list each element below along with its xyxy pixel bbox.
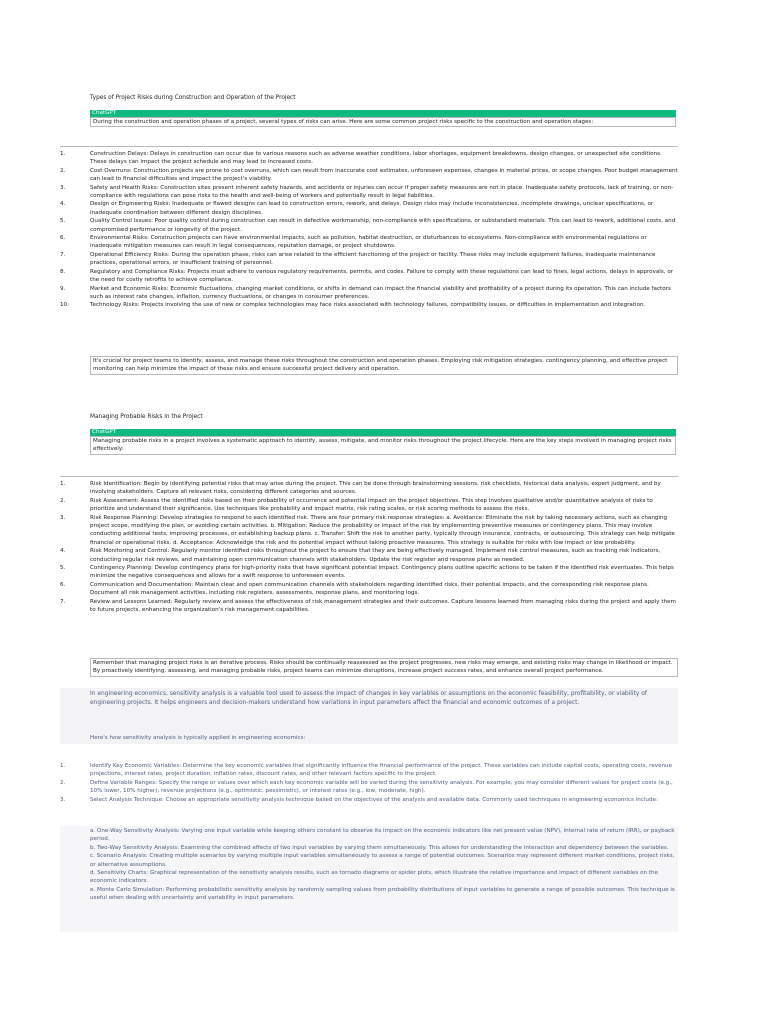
list-item <box>60 480 678 497</box>
list-item-number: 1. <box>60 763 66 769</box>
sensitivity-intro: In engineering economics, sensitivity analysis is a valuable tool used to assess the impact of changes in key variables or assumptions on the economic feasibility, profitability, or viability of engineering projects. It helps engineers and decision-makers understand how variations in input parameters affect the financial and economic outcomes of a project. <box>90 691 647 706</box>
list-item-text: Cost Overruns: Construction projects are prone to cost overruns, which can result from inaccurate cost estimates, unforeseen expenses, changes in material prices, or scope changes. Poor budget management can lead to financial difficulties and impact the project's viability. <box>90 167 678 183</box>
list-item <box>60 547 678 564</box>
technique-item: d. Sensitivity Charts: Graphical representation of the sensitivity analysis results, such as tornado diagrams or spider plots, which illustrate the relative importance and impact of different variables on the economic indicators. <box>90 870 658 885</box>
chatgpt-label: ChatGPT <box>90 110 676 117</box>
risk-types-list <box>60 146 678 310</box>
list-item <box>60 200 678 217</box>
section-1-conclusion: It's crucial for project teams to identify, assess, and manage these risks throughout the construction and operation phases. Employing risk mitigation strategies, contingency planning, and effective project monitoring can help minimize the impact of these risks and ensure successful project delivery and operation. <box>90 356 678 375</box>
technique-item: e. Monte Carlo Simulation: Performing probabilistic sensitivity analysis by randomly sampling values from probability distributions of input variables to generate a range of possible outcomes. This technique is useful when dealing with uncertainty and variability in input parameters. <box>90 886 675 902</box>
list-item-text: Operational Efficiency Risks: During the operation phase, risks can arise related to the efficient functioning of the project or facility. These risks may include equipment failures, inadequate maintenance practices, operational errors, or insufficient training of personnel. <box>90 251 656 267</box>
list-item-number: 6. <box>60 235 66 242</box>
risk-steps-list <box>60 476 678 615</box>
intro-text: Managing probable risks in a project involves a systematic approach to identify, assess, mitigate, and monitor risks throughout the project lifecycle. Here are the key steps involved in managing project risks effectively: <box>90 436 676 455</box>
list-item-number: 6. <box>60 581 66 588</box>
list-item <box>60 234 678 251</box>
list-item-text: Risk Assessment: Assess the identified risks based on their probability of occurrence and potential impact on the project objectives. This step involves qualitative and/or quantitative analysis of risks to prioritize and understand their significance. Use techniques like probability and impact matrix, risk rating scales, or risk scoring methods to assess the risks. <box>90 497 653 513</box>
list-item-text: Select Analysis Technique: Choose an appropriate sensitivity analysis technique based on the objectives of the analysis and available data. Commonly used techniques in engineering economics include: <box>90 796 658 803</box>
list-item-number: 5. <box>60 218 66 225</box>
list-item-text: Regulatory and Compliance Risks: Projects must adhere to various regulatory requirements, permits, and codes. Failure to comply with these regulations can lead to fines, legal actions, delays in approvals, or the need for costly retrofits to achieve compliance. <box>90 268 674 284</box>
list-item-number: 8. <box>60 268 66 275</box>
list-item-number: 2. <box>60 497 66 504</box>
list-item-text: Contingency Planning: Develop contingency plans for high-priority risks that have significant potential impact. Contingency plans outline specific actions to be taken if the identified risk eventuates. This helps minimize the negative consequences and allows for a swift response to unforeseen events. <box>90 565 674 580</box>
list-item <box>60 581 678 598</box>
list-item-text: Risk Monitoring and Control: Regularly monitor identified risks throughout the project to ensure that they are being effectively managed. Implement risk control measures, such as tracking risk indicators, conducting regular risk reviews, and maintaining open communication channels with stakeholders. Update the risk register and response plans as needed. <box>90 548 661 563</box>
list-item-number: 2. <box>60 779 66 786</box>
list-item <box>60 251 678 268</box>
list-item-number: 4. <box>60 548 66 555</box>
section-2-conclusion: Remember that managing project risks is an iterative process. Risks should be continually reassessed as the project progresses, new risks may emerge, and existing risks may change in likelihood or impact. By proactively identifying, assessing, and managing probable risks, project teams can minimize disruptions, increase project success rates, and enhance overall project performance. <box>90 658 678 677</box>
list-item <box>60 796 678 804</box>
list-item-text: Communication and Documentation: Maintain clear and open communication channels with stakeholders regarding identified risks, their potential impacts, and the corresponding risk response plans. Document all risk management activities, including risk registers, assessments, response plans, and monitoring logs. <box>90 581 649 597</box>
list-item <box>60 301 678 309</box>
list-item <box>60 150 678 167</box>
sensitivity-steps-list <box>60 760 678 804</box>
list-item <box>60 779 678 796</box>
sensitivity-intro-panel <box>60 688 678 744</box>
list-item-number: 5. <box>60 565 66 572</box>
technique-item: b. Two-Way Sensitivity Analysis: Examining the combined effects of two input variables by varying them simultaneously. This allows for understanding the interaction and dependency between the variables. <box>90 844 669 851</box>
list-item-text: Design or Engineering Risks: Inadequate or flawed designs can lead to construction errors, rework, and delays. Design risks may include inconsistencies, incomplete drawings, unclear specifications, or inadequate coordination between different design disciplines. <box>90 201 654 216</box>
list-item-text: Risk Response Planning: Develop strategies to respond to each identified risk. There are four primary risk response strategies: a. Avoidance: Eliminate the risk by taking necessary actions, such as changing project scope, modifying the plan, or avoiding certain activities. b. Mitigation: Reduce the probability or impact of the risk by implementing preventive measures or contingency plans. This may involve conducting additional tests, improving processes, or establishing backup plans. c. Transfer: Shift the risk to another party, typically through insurance, contracts, or outsourcing. This strategy can help mitigate financial or operational risks. d. Acceptance: Acknowledge the risk and its potential impact without taking proactive measures. This strategy is suitable for risks with low impact or low probability. <box>90 514 675 546</box>
list-item-number: 3. <box>60 514 66 521</box>
section-2-title <box>90 413 676 421</box>
list-item <box>60 217 678 234</box>
list-item-number: 7. <box>60 251 66 258</box>
sensitivity-subitems-panel <box>60 826 678 932</box>
list-item-text: Market and Economic Risks: Economic fluctuations, changing market conditions, or shifts in demand can impact the financial viability and profitability of a project during its operation. This can include factors such as interest rate changes, inflation, currency fluctuations, or changes in consumer preferences. <box>90 285 671 300</box>
list-item-text: Risk Identification: Begin by identifying potential risks that may arise during the project. This can be done through brainstorming sessions, risk checklists, historical data analysis, expert judgment, and by involving stakeholders. Capture all relevant risks, considering different categories and sources. <box>90 481 661 496</box>
list-item-text: Safety and Health Risks: Construction sites present inherent safety hazards, and accidents or injuries can occur if proper safety measures are not in place. Inadequate safety protocols, lack of training, or non-compliance with regulations can pose risks to the health and well-being of workers and potentially result in legal liabilities. <box>90 184 674 200</box>
list-item-number: 2. <box>60 167 66 174</box>
list-item-number: 10. <box>60 302 69 309</box>
list-item <box>60 564 678 581</box>
list-item <box>60 514 678 548</box>
list-item-number: 9. <box>60 285 66 292</box>
list-item-number: 4. <box>60 201 66 208</box>
section-title: Managing Probable Risks in the Project <box>90 414 203 420</box>
list-item <box>60 285 678 302</box>
list-item <box>60 497 678 514</box>
list-item-text: Review and Lessons Learned: Regularly review and assess the effectiveness of risk management strategies and their outcomes. Capture lessons learned from managing risks during the project and apply them to future projects, enhancing the organization's risk management capabilities. <box>90 598 677 614</box>
list-item-number: 1. <box>60 481 66 487</box>
technique-item: a. One-Way Sensitivity Analysis: Varying one input variable while keeping others constant to observe its impact on the economic indicators like net present value (NPV), internal rate of return (IRR), or payback period. <box>90 828 675 843</box>
list-item-text: Environmental Risks: Construction projects can have environmental impacts, such as pollution, habitat destruction, or disturbances to ecosystems. Non-compliance with environmental regulations or inadequate mitigation measures can result in legal consequences, reputation damage, or project shutdowns. <box>90 235 647 250</box>
list-item <box>60 598 678 615</box>
section-title: Types of Project Risks during Construction and Operation of the Project <box>90 95 296 101</box>
list-item-number: 1. <box>60 151 66 157</box>
sensitivity-subheading: Here's how sensitivity analysis is typically applied in engineering economics: <box>90 735 306 741</box>
list-item <box>60 762 678 779</box>
technique-item: c. Scenario Analysis: Creating multiple scenarios by varying multiple input variables simultaneously to assess a range of potential outcomes. Scenarios may represent different market conditions, project risks, or alternative assumptions. <box>90 853 675 868</box>
chatgpt-label: ChatGPT <box>90 429 676 436</box>
list-item-text: Technology Risks: Projects involving the use of new or complex technologies may face risks associated with technology failures, compatibility issues, or difficulties in implementation and integration. <box>90 302 646 309</box>
list-item <box>60 167 678 184</box>
section-1-title <box>90 94 676 102</box>
intro-text: During the construction and operation phases of a project, several types of risks can arise. Here are some common project risks specific to the construction and operation stages: <box>90 117 676 127</box>
section-1-header <box>90 110 676 127</box>
sensitivity-techniques <box>90 827 676 903</box>
list-item <box>60 184 678 201</box>
section-2-header <box>90 429 676 455</box>
list-item <box>60 268 678 285</box>
list-item-text: Define Variable Ranges: Specify the range or values over which each key economic variable will be varied during the sensitivity analysis. For example, you may consider different values for project costs (e.g., 10% lower, 10% higher), revenue projections (e.g., optimistic, pessimistic), or interest rates (e.g., low, moderate, high). <box>90 779 673 795</box>
list-item-text: Identify Key Economic Variables: Determine the key economic variables that significantly influence the financial performance of the project. These variables can include capital costs, operating costs, revenue projections, interest rates, project duration, inflation rates, discount rates, and other relevant factors specific to the project. <box>90 763 673 778</box>
list-item-number: 3. <box>60 796 66 803</box>
list-item-number: 7. <box>60 598 66 605</box>
list-item-text: Construction Delays: Delays in construction can occur due to various reasons such as adverse weather conditions, labor shortages, equipment breakdowns, design changes, or unexpected site conditions. These delays can impact the project schedule and may lead to increased costs. <box>90 151 662 166</box>
list-item-text: Quality Control Issues: Poor quality control during construction can result in defective workmanship, non-compliance with specifications, or substandard materials. This can lead to rework, additional costs, and compromised performance or longevity of the project. <box>90 218 676 233</box>
list-item-number: 3. <box>60 184 66 191</box>
